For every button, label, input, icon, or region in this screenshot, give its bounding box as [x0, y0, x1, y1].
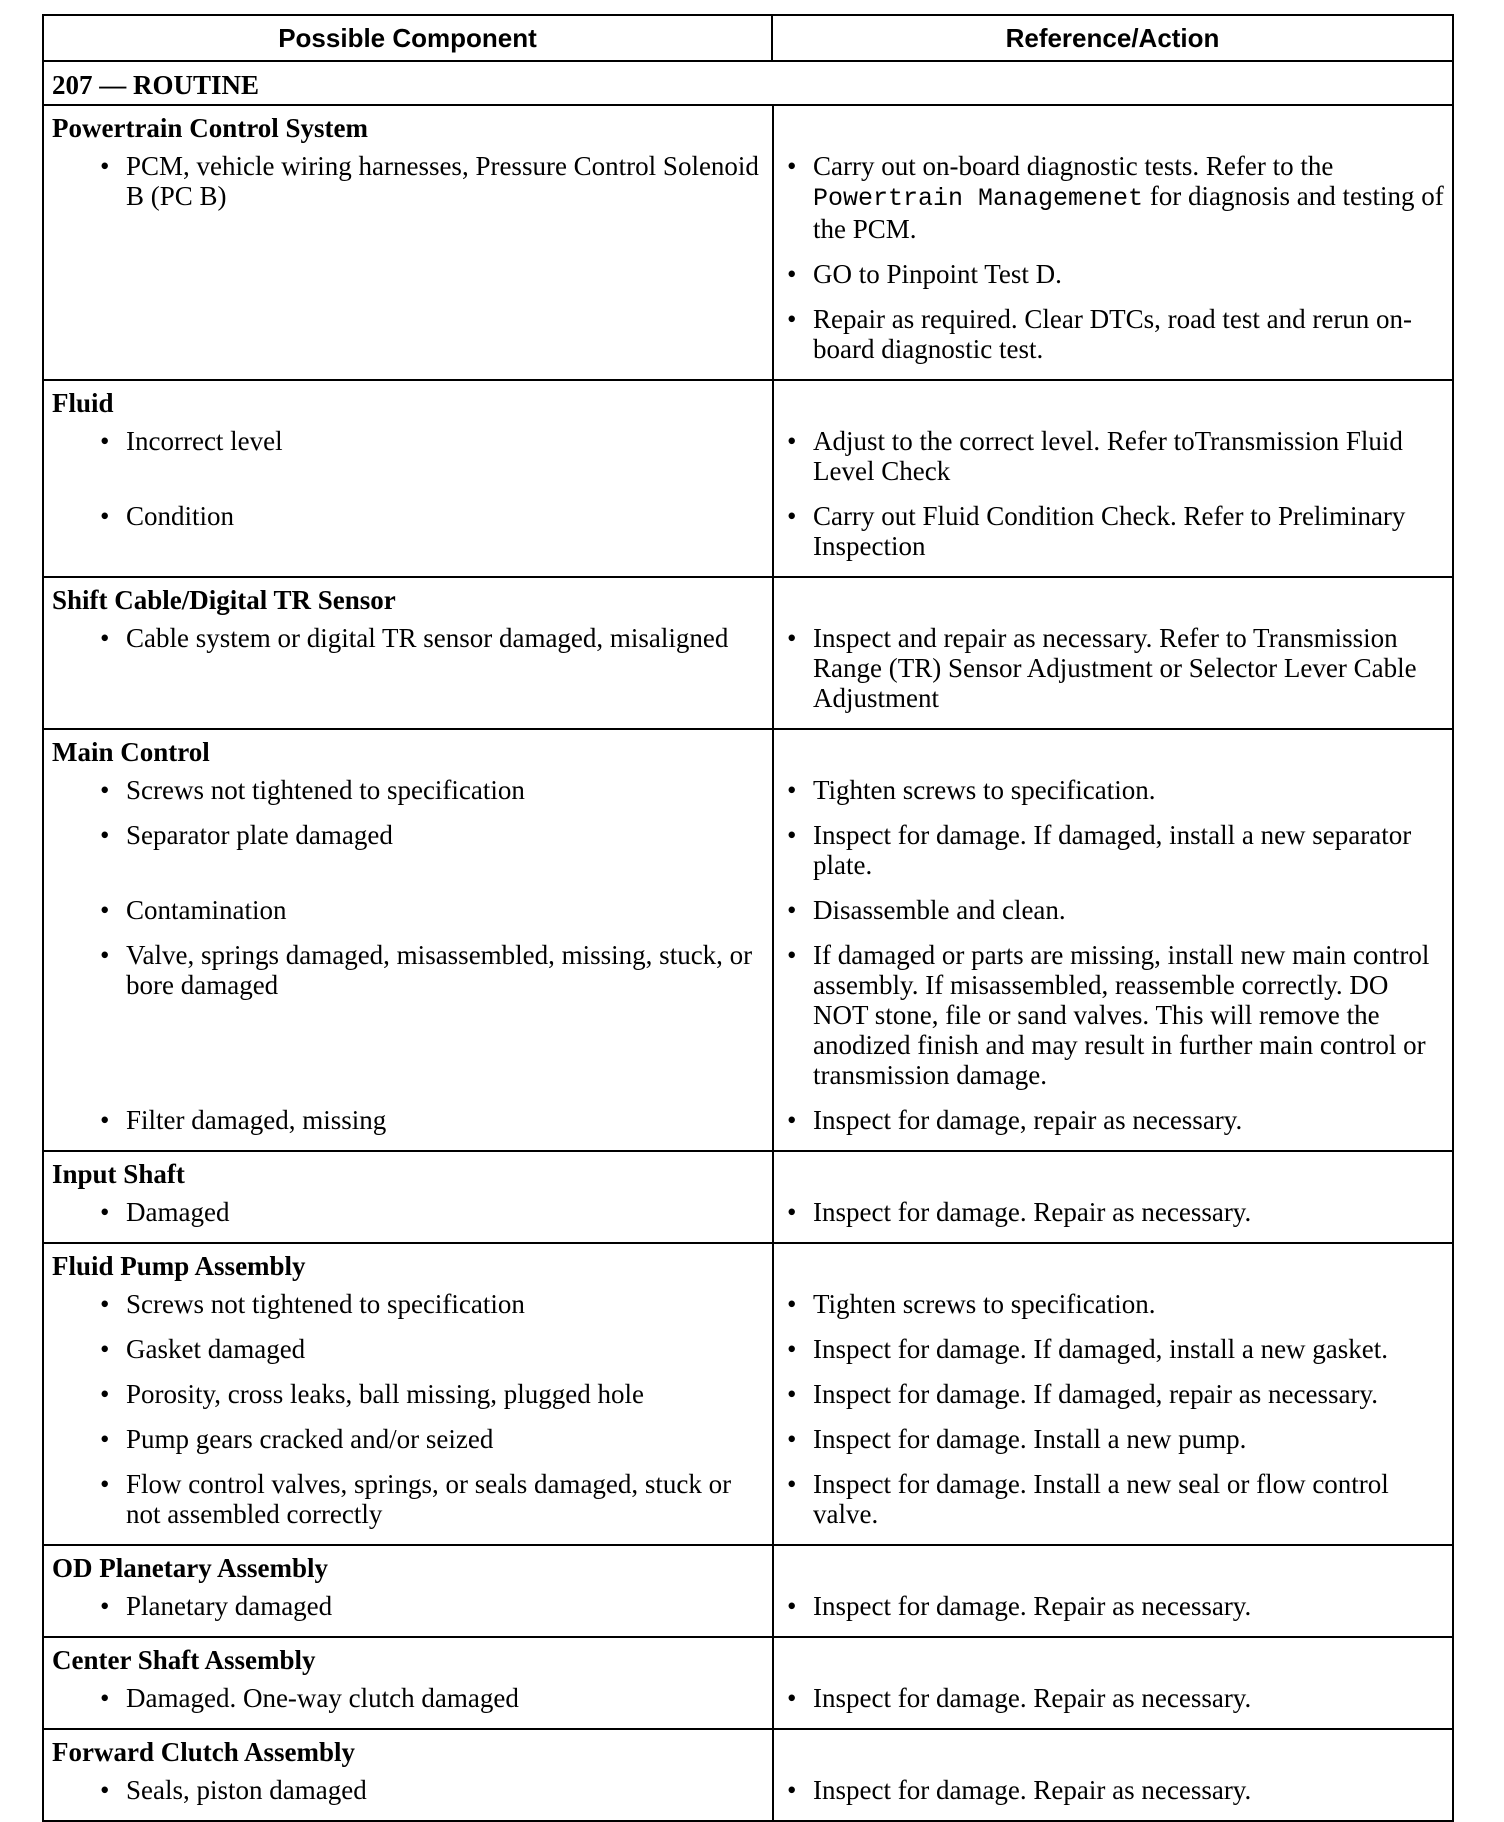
action-col	[773, 151, 1454, 379]
action-item	[773, 775, 1454, 805]
action-item-text	[813, 1197, 1251, 1227]
action-col	[773, 895, 1454, 940]
component-item	[44, 1197, 773, 1227]
action-col	[773, 1591, 1454, 1636]
group-title-spacer	[773, 1546, 1454, 1591]
item-pair	[44, 1469, 1452, 1544]
component-item	[44, 1469, 773, 1529]
bullet-dot: •	[787, 501, 797, 531]
action-item	[773, 1775, 1454, 1805]
action-item	[773, 1197, 1454, 1227]
component-text-part: PCM, vehicle wiring harnesses, Pressure Control Solenoid B (PC B)	[126, 151, 759, 211]
group-cell	[43, 1243, 1453, 1545]
item-pair	[44, 151, 1452, 379]
component-item	[44, 1591, 773, 1621]
component-col	[44, 426, 773, 501]
component-text-part: Pump gears cracked and/or seized	[126, 1424, 494, 1454]
group-row	[43, 729, 1453, 1151]
action-text-part: Inspect for damage. Install a new pump.	[813, 1424, 1247, 1454]
action-item	[773, 895, 1454, 925]
group-title-spacer	[773, 1244, 1454, 1289]
group-title: Powertrain Control System	[52, 113, 368, 143]
group-title: Fluid Pump Assembly	[52, 1251, 306, 1281]
action-item-text	[813, 1424, 1246, 1454]
action-text-part: Inspect for damage. If damaged, install a new gasket.	[813, 1334, 1389, 1364]
component-text-part: Screws not tightened to specification	[126, 1289, 525, 1319]
header-row	[43, 15, 1453, 61]
action-item	[773, 1334, 1454, 1364]
bullet-dot: •	[787, 623, 797, 653]
component-item-text	[126, 1197, 229, 1227]
bullet-dot: •	[787, 1334, 797, 1364]
section-title: 207 — ROUTINE	[43, 61, 1453, 105]
action-item	[773, 940, 1454, 1090]
group-cell	[43, 380, 1453, 577]
component-col	[44, 501, 773, 576]
component-item	[44, 1424, 773, 1454]
action-text-part: Disassemble and clean.	[813, 895, 1066, 925]
component-text-part: Valve, springs damaged, misassembled, missing, stuck, or bore damaged	[126, 940, 753, 1000]
group-items	[44, 1197, 1452, 1242]
item-pair	[44, 1379, 1452, 1424]
bullet-dot: •	[787, 1469, 797, 1499]
group-row	[43, 105, 1453, 380]
group-items	[44, 623, 1452, 728]
group-title: Fluid	[52, 388, 114, 418]
bullet-dot: •	[787, 1379, 797, 1409]
group-cell	[43, 577, 1453, 729]
group-row	[43, 1729, 1453, 1821]
bullet-dot: •	[100, 426, 110, 456]
action-text-part: Repair as required. Clear DTCs, road test and rerun on-board diagnostic test.	[813, 304, 1413, 364]
action-col	[773, 1469, 1454, 1544]
component-item	[44, 426, 773, 456]
component-item-text	[126, 940, 763, 1000]
group-header	[44, 1546, 1452, 1591]
item-pair	[44, 820, 1452, 895]
action-text-part: Inspect for damage. Repair as necessary.	[813, 1197, 1252, 1227]
action-code-text: Powertrain Managemenet	[813, 184, 1144, 213]
action-item-text	[813, 1334, 1388, 1364]
action-text-part: GO to Pinpoint Test D.	[813, 259, 1062, 289]
group-title-spacer	[773, 1152, 1454, 1197]
group-title-col	[44, 381, 773, 426]
group-row	[43, 1545, 1453, 1637]
bullet-dot: •	[787, 1775, 797, 1805]
action-text-part: Inspect for damage. Repair as necessary.	[813, 1591, 1252, 1621]
component-col	[44, 623, 773, 728]
component-col	[44, 820, 773, 895]
action-item-text	[813, 1469, 1448, 1529]
action-item-text	[813, 820, 1448, 880]
action-item-text	[813, 1379, 1378, 1409]
header-possible-component: Possible Component	[43, 15, 772, 61]
bullet-dot: •	[100, 1683, 110, 1713]
item-pair	[44, 501, 1452, 576]
bullet-dot: •	[787, 1289, 797, 1319]
bullet-dot: •	[100, 895, 110, 925]
action-item-text	[813, 623, 1448, 713]
action-text-part: Inspect and repair as necessary. Refer to Transmission Range (TR) Sensor Adjustment or Selector Lever Cable Adjustment	[813, 623, 1417, 713]
component-col	[44, 1105, 773, 1150]
component-item-text	[126, 426, 283, 456]
group-items	[44, 151, 1452, 379]
group-title: Center Shaft Assembly	[52, 1645, 316, 1675]
component-item	[44, 1379, 773, 1409]
component-col	[44, 1469, 773, 1544]
component-text-part: Seals, piston damaged	[126, 1775, 367, 1805]
component-item-text	[126, 501, 234, 531]
group-header	[44, 381, 1452, 426]
bullet-dot: •	[100, 623, 110, 653]
component-item-text	[126, 1289, 525, 1319]
action-item-text	[813, 895, 1066, 925]
action-item	[773, 259, 1454, 289]
group-header	[44, 578, 1452, 623]
group-title-spacer	[773, 1730, 1454, 1775]
component-item-text	[126, 1424, 493, 1454]
action-item	[773, 1469, 1454, 1529]
component-item	[44, 1775, 773, 1805]
component-text-part: Incorrect level	[126, 426, 283, 456]
action-text-part: for diagnosis and testing of the PCM.	[813, 181, 1444, 244]
component-text-part: Porosity, cross leaks, ball missing, plugged hole	[126, 1379, 644, 1409]
component-item	[44, 501, 773, 531]
group-header	[44, 1638, 1452, 1683]
item-pair	[44, 1334, 1452, 1379]
item-pair	[44, 623, 1452, 728]
diagnostic-table-page	[42, 14, 1452, 1822]
component-item	[44, 820, 773, 850]
group-row	[43, 1637, 1453, 1729]
action-text-part: If damaged or parts are missing, install new main control assembly. If misassembled, reassemble correctly. DO NOT stone, file or sand valves. This will remove the anodized finish and may result in further main control or transmission damage.	[813, 940, 1430, 1090]
action-text-part: Inspect for damage, repair as necessary.	[813, 1105, 1243, 1135]
action-col	[773, 1334, 1454, 1379]
group-title: Input Shaft	[52, 1159, 185, 1189]
group-title-col	[44, 1152, 773, 1197]
action-item	[773, 1424, 1454, 1454]
bullet-dot: •	[100, 940, 110, 970]
bullet-dot: •	[100, 1105, 110, 1135]
component-item	[44, 775, 773, 805]
group-title-spacer	[773, 730, 1454, 775]
component-col	[44, 1197, 773, 1242]
component-text-part: Contamination	[126, 895, 287, 925]
bullet-dot: •	[787, 1105, 797, 1135]
bullet-dot: •	[100, 1197, 110, 1227]
bullet-dot: •	[100, 501, 110, 531]
component-col	[44, 1379, 773, 1424]
action-item-text	[813, 1289, 1155, 1319]
action-text-part: Inspect for damage. If damaged, repair as necessary.	[813, 1379, 1378, 1409]
action-col	[773, 1197, 1454, 1242]
bullet-dot: •	[787, 151, 797, 181]
component-item-text	[126, 820, 393, 850]
group-title: Shift Cable/Digital TR Sensor	[52, 585, 396, 615]
action-item	[773, 1379, 1454, 1409]
group-items	[44, 775, 1452, 1150]
component-item-text	[126, 151, 763, 211]
bullet-dot: •	[787, 940, 797, 970]
action-col	[773, 775, 1454, 820]
action-text-part: Inspect for damage. If damaged, install a new separator plate.	[813, 820, 1412, 880]
action-col	[773, 820, 1454, 895]
group-cell	[43, 1151, 1453, 1243]
component-item	[44, 1289, 773, 1319]
group-title: OD Planetary Assembly	[52, 1553, 328, 1583]
table-body	[43, 61, 1453, 1821]
group-cell	[43, 105, 1453, 380]
item-pair	[44, 1197, 1452, 1242]
diagnostic-table	[42, 14, 1454, 1822]
component-col	[44, 775, 773, 820]
group-title-spacer	[773, 1638, 1454, 1683]
component-item-text	[126, 775, 525, 805]
bullet-dot: •	[100, 1775, 110, 1805]
component-col	[44, 1424, 773, 1469]
component-item-text	[126, 623, 728, 653]
action-item	[773, 820, 1454, 880]
action-item-text	[813, 501, 1448, 561]
component-col	[44, 151, 773, 379]
group-header	[44, 1244, 1452, 1289]
item-pair	[44, 1683, 1452, 1728]
component-item	[44, 1683, 773, 1713]
item-pair	[44, 426, 1452, 501]
action-item-text	[813, 1683, 1251, 1713]
item-pair	[44, 895, 1452, 940]
component-text-part: Planetary damaged	[126, 1591, 333, 1621]
action-item	[773, 151, 1454, 244]
bullet-dot: •	[100, 1591, 110, 1621]
action-item-text	[813, 1591, 1251, 1621]
component-item	[44, 1334, 773, 1364]
component-item-text	[126, 1591, 332, 1621]
group-header	[44, 730, 1452, 775]
group-items	[44, 1683, 1452, 1728]
component-text-part: Cable system or digital TR sensor damaged, misaligned	[126, 623, 729, 653]
action-item-text	[813, 940, 1448, 1090]
action-item	[773, 1683, 1454, 1713]
action-item	[773, 304, 1454, 364]
action-item-text	[813, 426, 1448, 486]
group-title-col	[44, 1638, 773, 1683]
group-items	[44, 1289, 1452, 1544]
component-text-part: Damaged	[126, 1197, 230, 1227]
group-cell	[43, 1545, 1453, 1637]
item-pair	[44, 940, 1452, 1105]
action-col	[773, 623, 1454, 728]
component-item-text	[126, 1469, 763, 1529]
action-item-text	[813, 1775, 1251, 1805]
group-title-col	[44, 1244, 773, 1289]
bullet-dot: •	[100, 775, 110, 805]
component-item	[44, 623, 773, 653]
component-text-part: Separator plate damaged	[126, 820, 393, 850]
component-text-part: Gasket damaged	[126, 1334, 306, 1364]
action-text-part: Carry out Fluid Condition Check. Refer to Preliminary Inspection	[813, 501, 1406, 561]
bullet-dot: •	[100, 1289, 110, 1319]
action-text-part: Inspect for damage. Install a new seal or flow control valve.	[813, 1469, 1389, 1529]
action-item	[773, 426, 1454, 486]
action-text-part: Inspect for damage. Repair as necessary.	[813, 1775, 1252, 1805]
bullet-dot: •	[100, 1379, 110, 1409]
group-title-col	[44, 578, 773, 623]
bullet-dot: •	[787, 775, 797, 805]
item-pair	[44, 1289, 1452, 1334]
component-item	[44, 151, 773, 211]
component-col	[44, 1683, 773, 1728]
action-item-text	[813, 151, 1448, 244]
action-item-text	[813, 259, 1062, 289]
action-col	[773, 940, 1454, 1105]
component-text-part: Filter damaged, missing	[126, 1105, 387, 1135]
group-cell	[43, 1637, 1453, 1729]
action-item-text	[813, 775, 1155, 805]
action-item	[773, 501, 1454, 561]
action-text-part: Tighten screws to specification.	[813, 1289, 1156, 1319]
group-title-spacer	[773, 578, 1454, 623]
component-text-part: Condition	[126, 501, 235, 531]
group-header	[44, 1730, 1452, 1775]
action-col	[773, 1775, 1454, 1820]
component-item-text	[126, 1379, 644, 1409]
bullet-dot: •	[100, 1424, 110, 1454]
bullet-dot: •	[100, 1334, 110, 1364]
group-title-spacer	[773, 106, 1454, 151]
component-item	[44, 1105, 773, 1135]
group-items	[44, 1775, 1452, 1820]
group-header	[44, 1152, 1452, 1197]
group-items	[44, 1591, 1452, 1636]
component-col	[44, 940, 773, 1105]
action-item-text	[813, 1105, 1242, 1135]
action-text-part: Adjust to the correct level. Refer toTransmission Fluid Level Check	[813, 426, 1403, 486]
group-title: Forward Clutch Assembly	[52, 1737, 355, 1767]
component-item-text	[126, 1105, 386, 1135]
item-pair	[44, 1775, 1452, 1820]
action-col	[773, 1683, 1454, 1728]
group-header	[44, 106, 1452, 151]
action-item	[773, 1591, 1454, 1621]
action-item	[773, 623, 1454, 713]
component-item	[44, 940, 773, 1000]
bullet-dot: •	[787, 259, 797, 289]
bullet-dot: •	[100, 820, 110, 850]
component-item-text	[126, 1775, 367, 1805]
group-row	[43, 577, 1453, 729]
action-col	[773, 1379, 1454, 1424]
action-item	[773, 1105, 1454, 1135]
group-row	[43, 1243, 1453, 1545]
component-item	[44, 895, 773, 925]
item-pair	[44, 1424, 1452, 1469]
section-row	[43, 61, 1453, 105]
action-col	[773, 1289, 1454, 1334]
bullet-dot: •	[787, 1683, 797, 1713]
component-item-text	[126, 1334, 305, 1364]
action-item	[773, 1289, 1454, 1319]
component-text-part: Damaged. One-way clutch damaged	[126, 1683, 519, 1713]
group-title-col	[44, 730, 773, 775]
action-text-part: Carry out on-board diagnostic tests. Refer to the	[813, 151, 1334, 181]
item-pair	[44, 775, 1452, 820]
header-reference-action: Reference/Action	[772, 15, 1453, 61]
group-title-spacer	[773, 381, 1454, 426]
bullet-dot: •	[787, 426, 797, 456]
bullet-dot: •	[787, 895, 797, 925]
group-row	[43, 1151, 1453, 1243]
bullet-dot: •	[787, 820, 797, 850]
group-items	[44, 426, 1452, 576]
action-item-text	[813, 304, 1448, 364]
group-title: Main Control	[52, 737, 210, 767]
bullet-dot: •	[787, 304, 797, 334]
action-text-part: Inspect for damage. Repair as necessary.	[813, 1683, 1252, 1713]
component-col	[44, 1775, 773, 1820]
bullet-dot: •	[787, 1424, 797, 1454]
component-col	[44, 895, 773, 940]
item-pair	[44, 1591, 1452, 1636]
action-text-part: Tighten screws to specification.	[813, 775, 1156, 805]
group-title-col	[44, 1546, 773, 1591]
action-col	[773, 501, 1454, 576]
action-col	[773, 1424, 1454, 1469]
component-item-text	[126, 1683, 519, 1713]
bullet-dot: •	[100, 151, 110, 181]
component-col	[44, 1289, 773, 1334]
group-cell	[43, 1729, 1453, 1821]
item-pair	[44, 1105, 1452, 1150]
component-text-part: Flow control valves, springs, or seals damaged, stuck or not assembled correctly	[126, 1469, 732, 1529]
bullet-dot: •	[787, 1197, 797, 1227]
action-col	[773, 1105, 1454, 1150]
group-title-col	[44, 1730, 773, 1775]
component-col	[44, 1334, 773, 1379]
group-title-col	[44, 106, 773, 151]
group-row	[43, 380, 1453, 577]
bullet-dot: •	[100, 1469, 110, 1499]
component-text-part: Screws not tightened to specification	[126, 775, 525, 805]
component-item-text	[126, 895, 286, 925]
group-cell	[43, 729, 1453, 1151]
bullet-dot: •	[787, 1591, 797, 1621]
action-col	[773, 426, 1454, 501]
component-col	[44, 1591, 773, 1636]
